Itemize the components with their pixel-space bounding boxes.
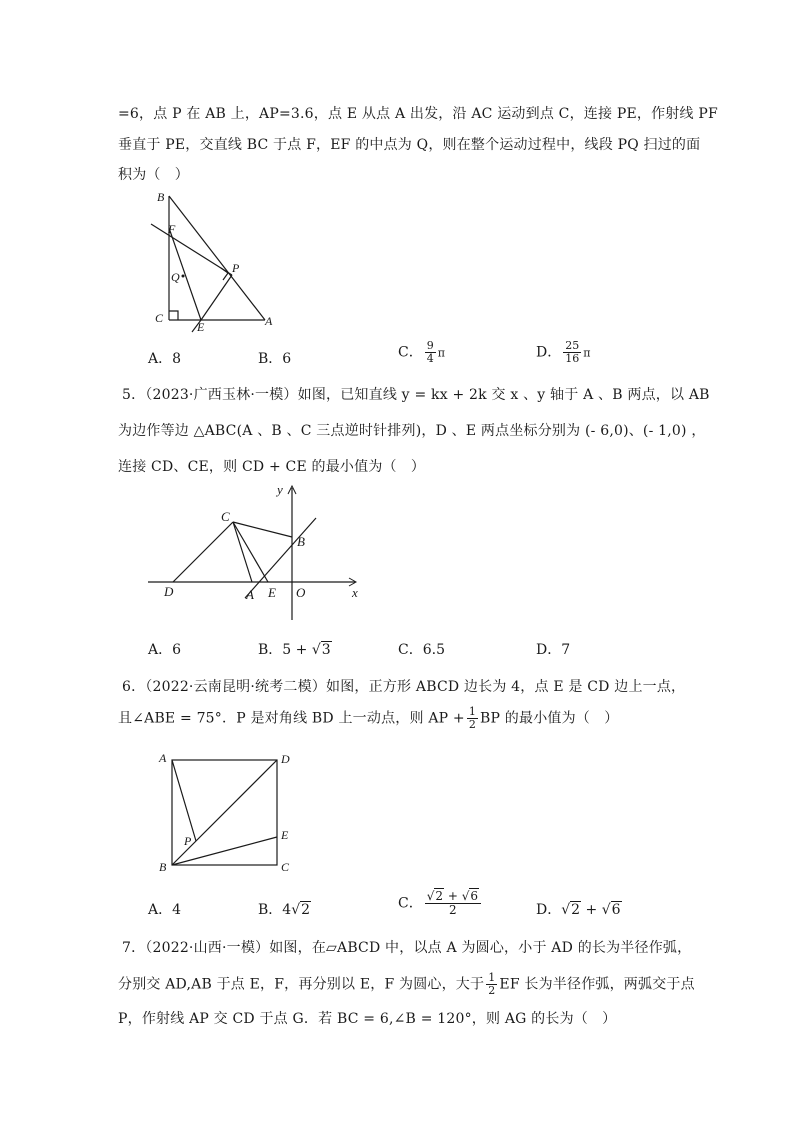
label-E: E xyxy=(268,585,276,600)
label-E: E xyxy=(281,828,289,842)
label-B: B xyxy=(297,534,305,549)
label-A: A xyxy=(246,587,254,602)
q5-option-a: A．6 xyxy=(148,642,182,658)
q4-text-line2: 垂直于 PE，交直线 BC 于点 F，EF 的中点为 Q，则在整个运动过程中，线段 PQ 扫过的面 xyxy=(118,137,701,153)
q4-option-d: D． $\frac{25}{16}$ π xyxy=(536,339,591,366)
label-B: B xyxy=(159,860,167,874)
q5-option-d: D．7 xyxy=(536,642,571,658)
q5-text-line2: 为边作等边 △ABC(A 、B 、C 三点逆时针排列)，D 、E 两点坐标分别为 (- 6,0)、(- 1,0) ， xyxy=(118,423,706,439)
q6-option-d: D．√2 + √6 xyxy=(536,902,621,918)
q5-text-line1: 5．（2023·广西玉林·一模）如图，已知直线 y = kx + 2k 交 x 、y 轴于 A 、B 两点，以 AB xyxy=(122,387,710,403)
q6-figure xyxy=(150,745,300,875)
q7-text-line3: P，作射线 AP 交 CD 于点 G．若 BC = 6,∠B = 120°，则 AG 的长为（ ） xyxy=(118,1011,617,1027)
label-F: F xyxy=(168,222,176,236)
q4-option-c: C． $\frac{9}{4}$ π xyxy=(398,339,445,366)
q6-text-line1: 6．（2022·云南昆明·统考二模）如图，正方形 ABCD 边长为 4，点 E 是 CD 边上一点， xyxy=(122,679,686,695)
q5-figure xyxy=(145,480,370,625)
q4-text-line3: 积为（ ） xyxy=(118,167,189,183)
q4-figure xyxy=(145,185,285,335)
label-B: B xyxy=(157,190,165,204)
label-A: A xyxy=(265,314,273,328)
label-y: y xyxy=(277,482,283,497)
q6-option-a: A．4 xyxy=(148,902,182,918)
label-C: C xyxy=(155,311,164,325)
q4-option-a: A．8 xyxy=(148,351,182,367)
label-O: O xyxy=(296,585,306,600)
q5-option-c: C．6.5 xyxy=(398,642,445,658)
label-A: A xyxy=(159,751,167,765)
label-C: C xyxy=(281,860,290,874)
label-D: D xyxy=(164,584,174,599)
q5-text-line3: 连接 CD、CE，则 CD + CE 的最小值为（ ） xyxy=(118,459,426,475)
q4-text-line1: =6，点 P 在 AB 上，AP=3.6，点 E 从点 A 出发，沿 AC 运动到点 C，连接 PE，作射线 PF xyxy=(118,106,718,122)
label-C: C xyxy=(221,509,230,524)
q6-option-c: C． $\frac{√2 + √6}{2}$ xyxy=(398,890,483,917)
q7-text-line1: 7．（2022·山西·一模）如图，在▱ABCD 中，以点 A 为圆心，小于 AD 的长为半径作弧， xyxy=(122,940,692,956)
q6-text-line2: 且∠ABE = 75°．P 是对角线 BD 上一动点，则 AP + $\frac{1}{2}$ BP 的最小值为（ ） xyxy=(118,705,619,732)
label-P: P xyxy=(184,834,192,848)
label-x: x xyxy=(352,585,358,600)
label-Q: Q xyxy=(171,270,180,284)
q4-option-b: B．6 xyxy=(258,351,292,367)
label-P: P xyxy=(232,261,240,275)
q6-option-b: B．4√2 xyxy=(258,902,311,918)
q7-text-line2: 分别交 AD,AB 于点 E，F，再分别以 E，F 为圆心，大于 $\frac{1}{2}$ EF 长为半径作弧，两弧交于点 xyxy=(118,971,695,998)
label-E: E xyxy=(197,320,205,334)
q5-option-b: B．5 + √3 xyxy=(258,642,331,658)
label-D: D xyxy=(281,752,290,766)
